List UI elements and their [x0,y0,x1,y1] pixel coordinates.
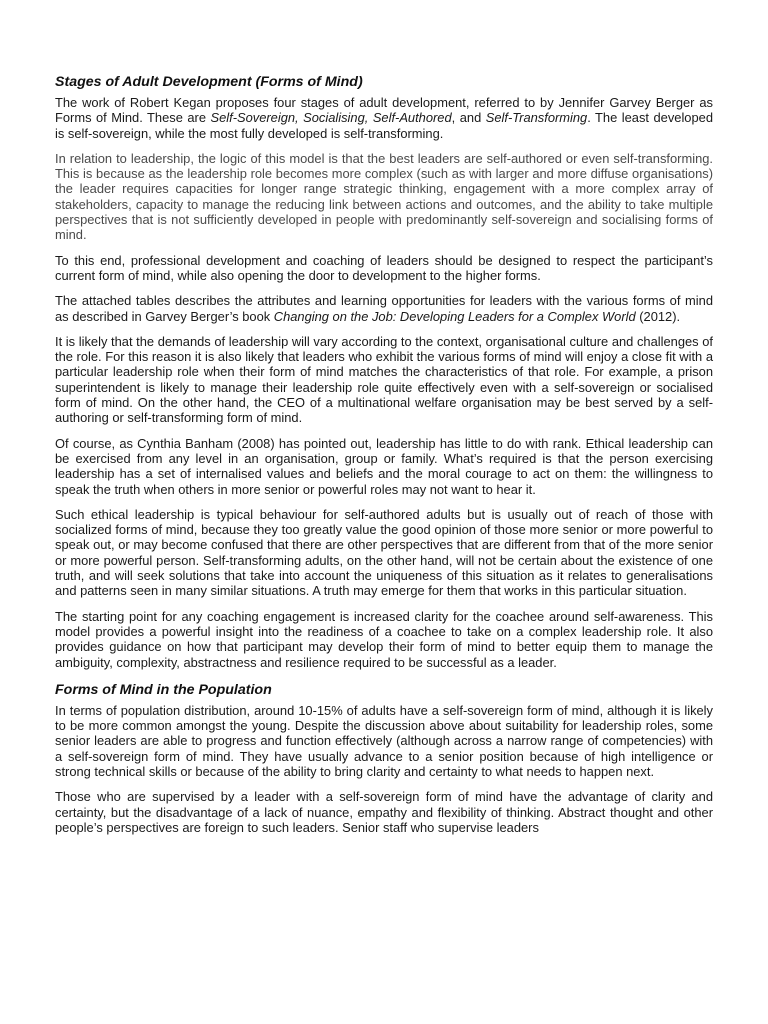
paragraph-ethical-leadership: Of course, as Cynthia Banham (2008) has pointed out, leadership has little to do with rank. Ethical leadership can be exercised from any level in an organisation, group or family. What’s required is that the person exercising leadership has a set of internalised values and beliefs and the moral courage to act on them: the willingness to speak the truth when others in more senior or powerful roles may not want to hear it. [55,435,713,497]
paragraph-intro [55,95,713,141]
paragraph-coaching-engagement: The starting point for any coaching engagement is increased clarity for the coachee around self-awareness. This model provides a powerful insight into the readiness of a coachee to take on a complex leadership role. It also provides guidance on how that participant may develop their form of mind to better equip them to manage the ambiguity, complexity, abstractness and resilience required to be successful as a leader. [55,608,713,670]
self-transforming-italic: Self-Transforming [485,110,588,126]
paragraph-intro-text-b: , and [451,110,486,126]
paragraph-supervised: Those who are supervised by a leader with a self-sovereign form of mind have the advantage of clarity and certainty, but the disadvantage of a lack of nuance, empathy and flexibility of thinking. Abstract thought and other people’s perspectives are foreign to such leaders. Senior staff who supervise leaders [55,789,713,835]
book-title-italic: Changing on the Job: Developing Leaders for a Complex World [273,308,636,324]
paragraph-population-distribution: In terms of population distribution, around 10-15% of adults have a self-sovereign form of mind, although it is likely to be more common amongst the young. Despite the discussion above about suitability for leadership roles, some senior leaders are able to progress and function effectively (although across a narrow range of competencies) with a self-sovereign form of mind. They have usually advance to a senior position because of high intelligence or strong technical skills or because of the ability to bring clarity and certainty to what needs to happen next. [55,702,713,779]
paragraph-professional-development: To this end, professional development and coaching of leaders should be designed to respect the participant’s current form of mind, while also opening the door to development to the higher forms. [55,252,713,283]
paragraph-leadership-demands: It is likely that the demands of leadership will vary according to the context, organisational culture and challenges of the role. For this reason it is also likely that leaders who exhibit the various forms of mind will enjoy a close fit with a particular leadership role when their form of mind matches the characteristics of that role. For example, a prison superintendent is likely to manage their leadership role quite effectively even with a self-sovereign or socialised form of mind. On the other hand, the CEO of a multinational welfare organisation may be best served by a self-authoring or self-transforming form of mind. [55,333,713,426]
paragraph-intro-text-c: . The least developed is self-sovereign, while the most fully developed is self-transforming. [55,110,713,141]
paragraph-leadership-logic: In relation to leadership, the logic of this model is that the best leaders are self-authored or even self-transforming. This is because as the leadership role becomes more complex (such as with larger and more diffuse organisations) the leader requires capacities for longer range strategic thinking, engagement with a more complex array of stakeholders, capacity to manage the reducing link between actions and outcomes, and the ability to take multiple perspectives that is not sufficiently developed in people with predominantly self-sovereign and socialising forms of mind. [55,150,713,243]
forms-list-italic: Self-Sovereign, Socialising, Self-Authored [210,110,452,126]
section-heading-stages: Stages of Adult Development (Forms of Mind) [55,74,363,90]
paragraph-attached-tables [55,293,713,324]
section-heading-population: Forms of Mind in the Population [55,681,272,698]
paragraph-attached-tables-text-b: (2012). [635,308,681,324]
paragraph-attached-tables-text-a: The attached tables describes the attributes and learning opportunities for leaders with the various forms of mind as described in Garvey Berger’s book [55,293,713,324]
paragraph-intro-text-a: The work of Robert Kegan proposes four stages of adult development, referred to by Jennifer Garvey Berger as Forms of Mind. These are [55,95,713,126]
paragraph-self-authored: Such ethical leadership is typical behaviour for self-authored adults but is usually out of reach of those with socialized forms of mind, because they too greatly value the good opinion of those more senior or more powerful to speak out, or may become confused that there are other perspectives that are different from that of the more senior or more powerful person. Self-transforming adults, on the other hand, will not be certain about the existence of one truth, and will seek solutions that take into account the uniqueness of this situation as it relates to generalisations and patterns seen in many similar situations. A truth may emerge for them that works in this particular situation. [55,506,713,599]
